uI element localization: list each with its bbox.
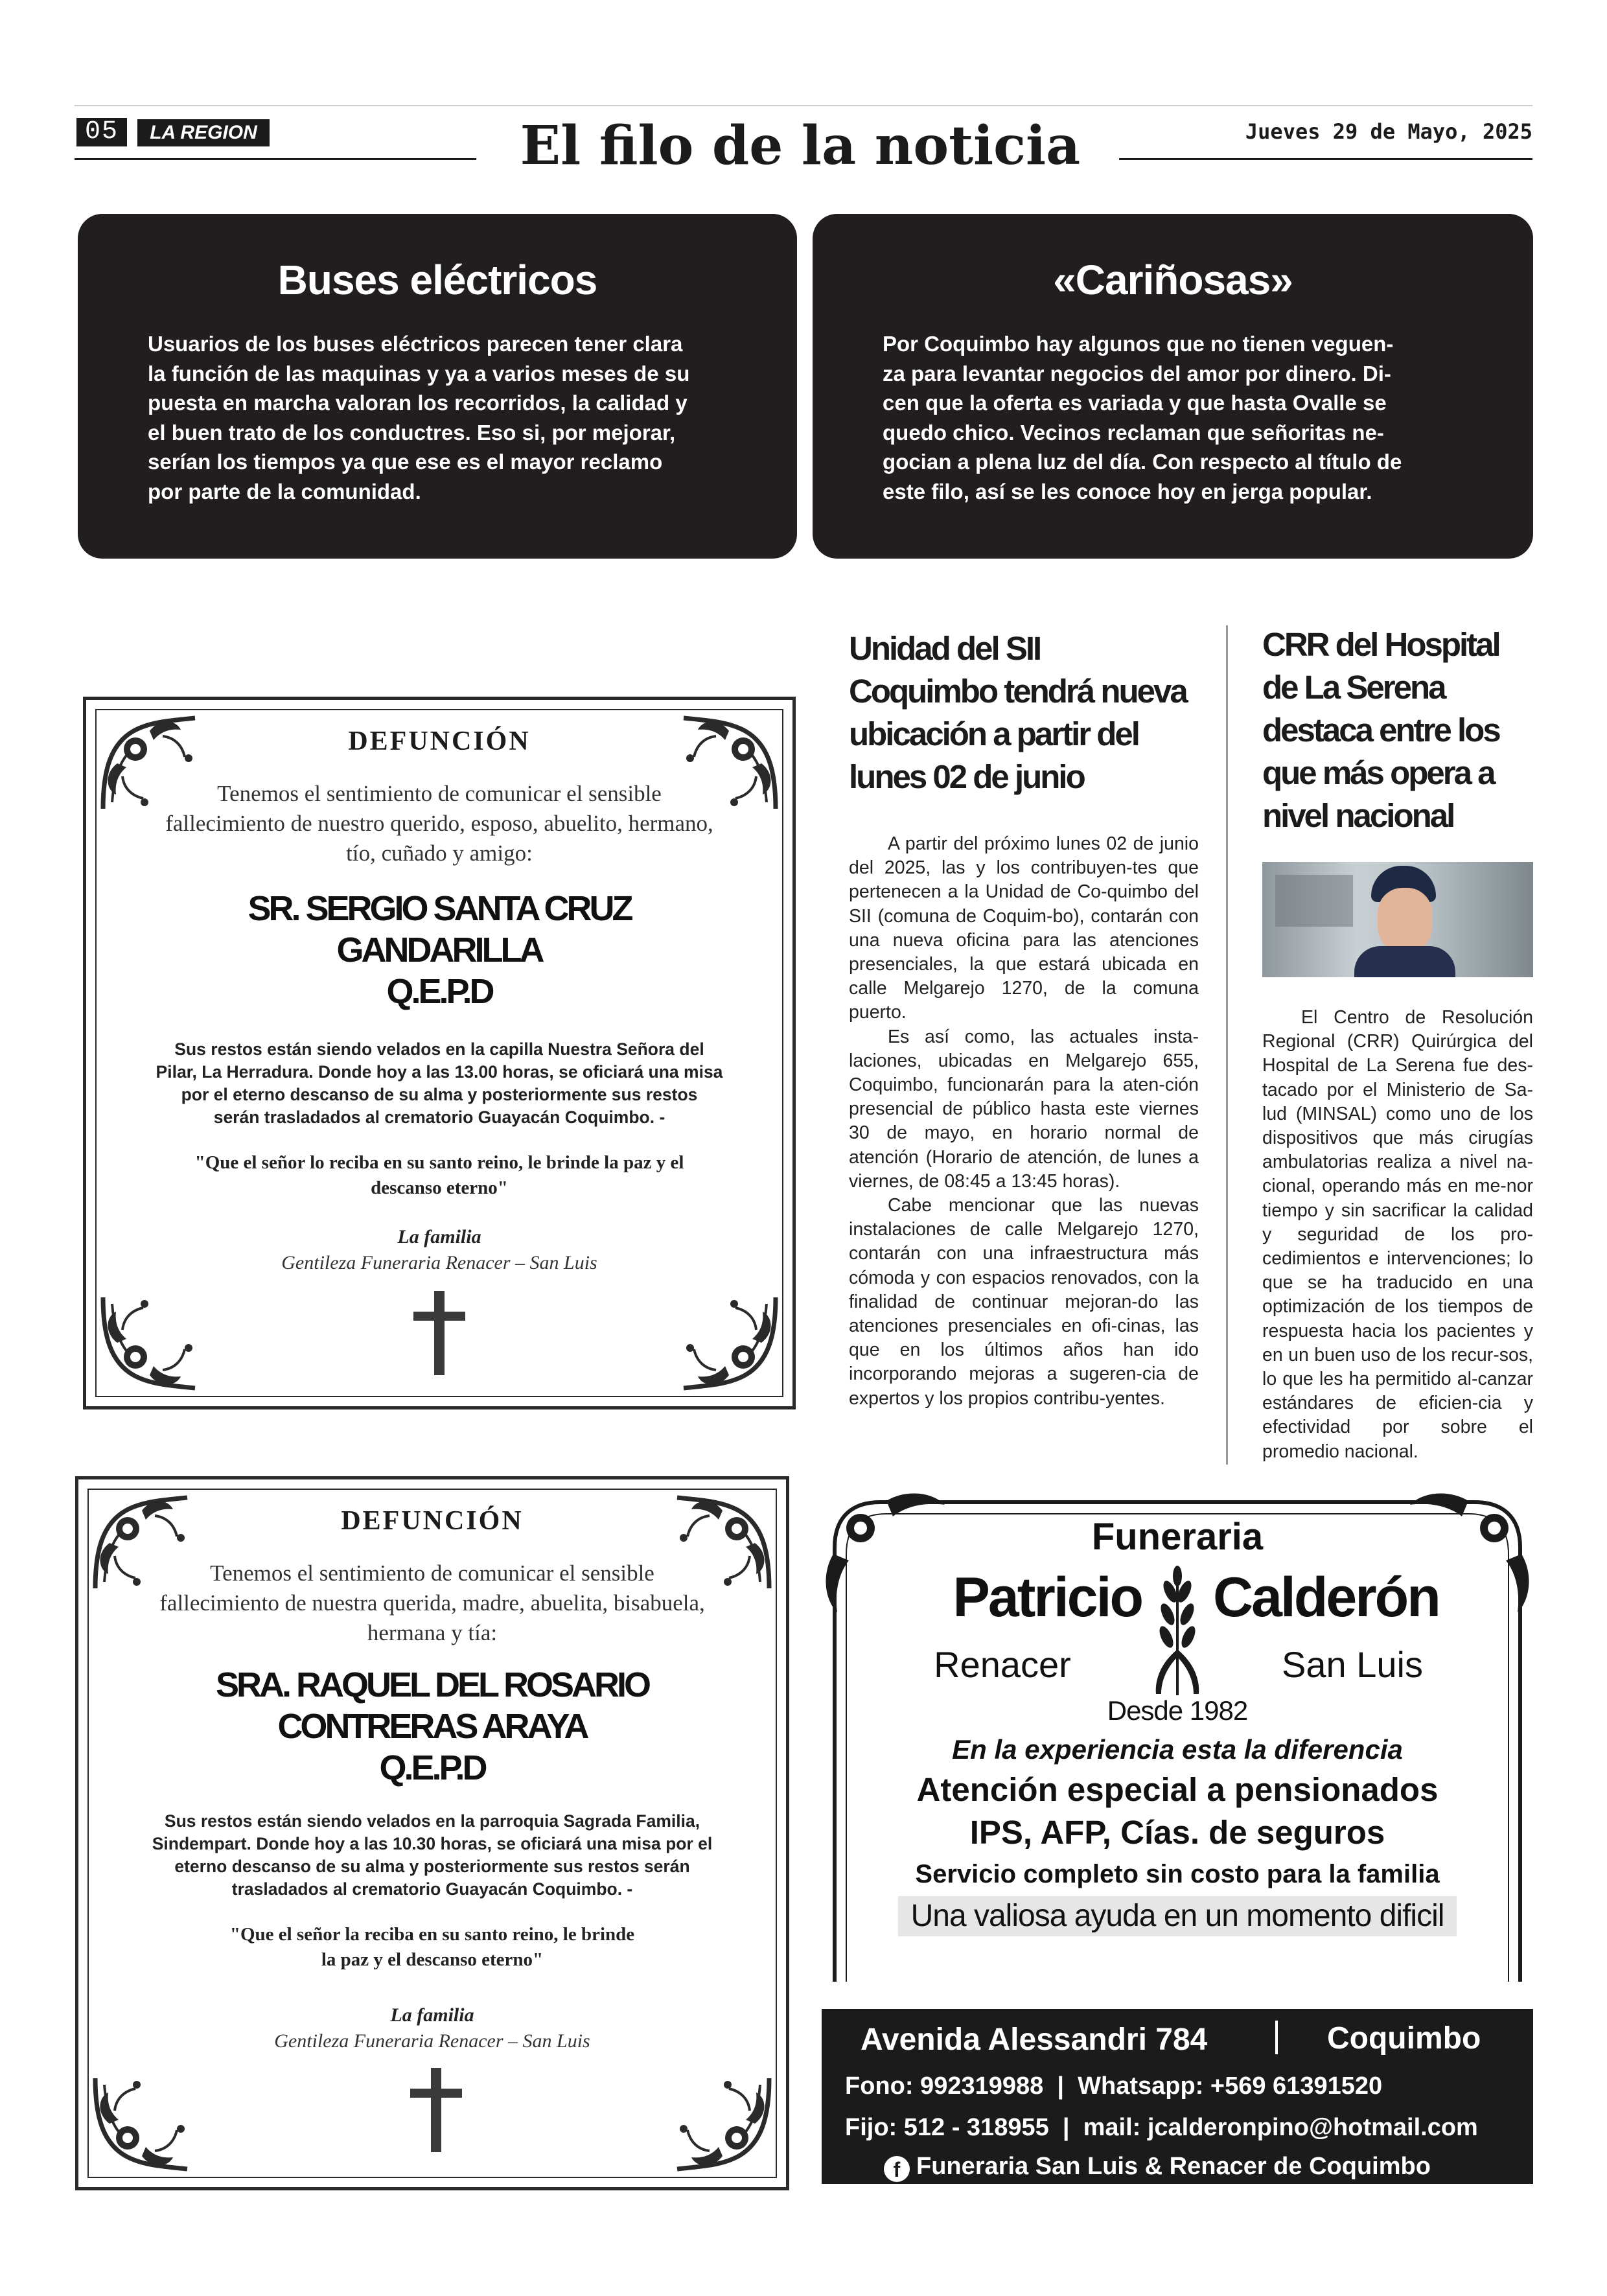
obituary-intro: Tenemos el sentimiento de comunicar el sensible fallecimiento de nuestro querido, esposo, abuelito, hermano, tío, cuñado y amigo: <box>165 781 713 866</box>
ad-service: Servicio completo sin costo para la familia <box>915 1860 1440 1888</box>
header-top-rule <box>75 105 1532 106</box>
ad-fixed-mail[interactable]: Fijo: 512 - 318955 | mail: jcalderonpino@hotmail.com <box>845 2114 1478 2141</box>
article-crr <box>1262 623 1533 1464</box>
ornament-corner-icon <box>677 1291 781 1395</box>
facebook-icon: f <box>884 2156 910 2182</box>
obituary-name: SR. SERGIO SANTA CRUZ GANDARILLA Q.E.P.D <box>248 889 631 1011</box>
cross-icon <box>413 1291 465 1375</box>
ad-branches: Renacer San Luis <box>934 1644 1423 1685</box>
ornament-corner-icon <box>90 2072 194 2175</box>
column-divider <box>1226 625 1228 1465</box>
ad-tagline: En la experiencia esta la diferencia <box>952 1734 1403 1765</box>
section-title: El filo de la noticia <box>520 115 1081 177</box>
obituary-name: SRA. RAQUEL DEL ROSARIO CONTRERAS ARAYA Q.E.P.D <box>215 1665 649 1787</box>
ornament-corner-icon <box>671 2072 774 2175</box>
ad-special-2: IPS, AFP, Cías. de seguros <box>969 1814 1385 1851</box>
ad-name-left: Patricio <box>953 1566 1142 1629</box>
obituary-body: Sus restos están siendo velados en la parroquia Sagrada Familia, Sindempart. Donde hoy a las 10.30 horas, se oficiará una misa por el eterno descanso de su alma y posteriormente sus restos serán trasladados al crematorio Guayacán Coquimbo. - <box>152 1811 713 1899</box>
ad-phones[interactable]: Fono: 992319988 | Whatsapp: +569 61391520 <box>845 2072 1383 2100</box>
obituary-credit: Gentileza Funeraria Renacer – San Luis <box>281 1252 597 1273</box>
filo-text: Por Coquimbo hay algunos que no tienen veguen- za para levantar negocios del amor por dinero. Di- cen que la oferta es variada y que hasta Ovalle se quedo chico. Vecinos reclaman que señoritas ne- gocian a plena luz del día. Con respecto al título de este filo, así se les conoce hoy en jerga popular. <box>883 332 1402 504</box>
obituary-credit: Gentileza Funeraria Renacer – San Luis <box>274 2030 590 2052</box>
filo-box-carinosas <box>813 214 1533 559</box>
ad-funeraria-label: Funeraria <box>1091 1516 1264 1558</box>
obituary-quote: "Que el señor la reciba en su santo reino, le brinde la paz y el descanso eterno" <box>229 1924 635 1970</box>
header-rule-right <box>1119 158 1532 160</box>
ad-name-right: Calderón <box>1213 1566 1439 1629</box>
article-body: A partir del próximo lunes 02 de junio del 2025, las y los contribuyen-tes que pertenecen a la Unidad de Co-quimbo del SII (comuna de Coquim-bo), contarán con una nueva oficina para las atenciones presenciales, la que estará ubicada en calle Melgarejo 1270, de la comuna puerto. Es así como, las actuales insta-laciones, ubicadas en Melgarejo 655, Coquimbo, funcionarán para la aten-ción presencial de público hasta este viernes 30 de mayo, en horario normal de atención (Horario de atención, de lunes a viernes, de 08:45 a 13:45 horas). Cabe mencionar que las nuevas instalaciones de calle Melgarejo 1270, contarán con una infraestructura más cómoda y con espacios renovados, con la finalidad de continuar mejoran-do las atenciones presenciales en ofi-cinas, las que en los últimos años han ido incorporando mejoras a sugeren-cia de expertos y los propios contribu-yentes. <box>849 833 1199 1409</box>
ad-since: Desde 1982 <box>1107 1695 1248 1726</box>
obituary-signature: La familia <box>397 1226 481 1247</box>
page-number: 05 <box>76 118 127 146</box>
ad-address[interactable]: Avenida Alessandri 784 <box>861 2023 1208 2057</box>
publication-logo[interactable]: LA REGION <box>137 119 270 146</box>
cross-icon <box>410 2068 462 2152</box>
article-sii <box>849 627 1199 1411</box>
obituary-heading: DEFUNCIÓN <box>341 1506 524 1536</box>
issue-date: Jueves 29 de Mayo, 2025 <box>1245 119 1532 144</box>
obituary-quote: "Que el señor lo reciba en su santo reino, le brinde la paz y el descanso eterno" <box>194 1152 684 1198</box>
ad-contact-band <box>822 2009 1533 2184</box>
ad-facebook-row[interactable]: f Funeraria San Luis & Renacer de Coquimbo <box>884 2153 1431 2182</box>
obituary-2 <box>75 1476 789 2190</box>
article-headline[interactable]: CRR del Hospital de La Serena destaca entre los que más opera a nivel nacional <box>1262 626 1499 834</box>
filo-title: «Cariñosas» <box>1053 257 1293 303</box>
filo-title: Buses eléctricos <box>277 257 597 303</box>
ad-city: Coquimbo <box>1327 2021 1481 2056</box>
ad-special-1: Atención especial a pensionados <box>916 1771 1439 1808</box>
obituary-body: Sus restos están siendo velados en la capilla Nuestra Señora del Pilar, La Herradura. Donde hoy a las 13.00 horas, se oficiará una misa por el eterno descanso de su alma y posteriormente sus restos serán trasladados al crematorio Guayacán Coquimbo. - <box>156 1039 723 1127</box>
obituary-signature: La familia <box>390 2004 474 2026</box>
filo-box-buses <box>78 214 797 559</box>
article-body: El Centro de Resolución Regional (CRR) Quirúrgica del Hospital de La Serena fue des-tacado por el Ministerio de Sa-lud (MINSAL) como uno de los dispositivos que más cirugías ambulatorias realiza a nivel na-cional, operando más en me-nor tiempo y sin sacrificar la calidad y seguridad de los pro-cedimientos e intervenciones; lo que se ha traducido en una optimización de los tiempos de respuesta hacia los pacientes y en un buen uso de los recur-sos, lo que les ha permitido al-canzar estándares de eficien-cia y efectividad por sobre el promedio nacional. <box>1262 1007 1533 1462</box>
ad-help: Una valiosa ayuda en un momento dificil <box>898 1896 1457 1936</box>
funeraria-advertisement[interactable] <box>822 1489 1533 2184</box>
obituary-1 <box>83 697 796 1409</box>
obituary-intro: Tenemos el sentimiento de comunicar el sensible fallecimiento de nuestra querida, madre, abuelita, bisabuela, hermana y tía: <box>159 1560 705 1645</box>
ornament-corner-icon <box>98 1291 202 1395</box>
header-rule-left <box>75 158 476 160</box>
article-headline[interactable]: Unidad del SII Coquimbo tendrá nueva ubicación a partir del lunes 02 de junio <box>849 630 1186 795</box>
nurse-photo <box>1262 862 1533 977</box>
filo-text: Usuarios de los buses eléctricos parecen tener clara la función de las maquinas y ya a varios meses de su puesta en marcha valoran los recorridos, la calidad y el buen trato de los conductres. Eso si, por mejorar, serían los tiempos ya que ese es el mayor reclamo por parte de la comunidad. <box>148 332 690 504</box>
obituary-heading: DEFUNCIÓN <box>348 726 531 756</box>
